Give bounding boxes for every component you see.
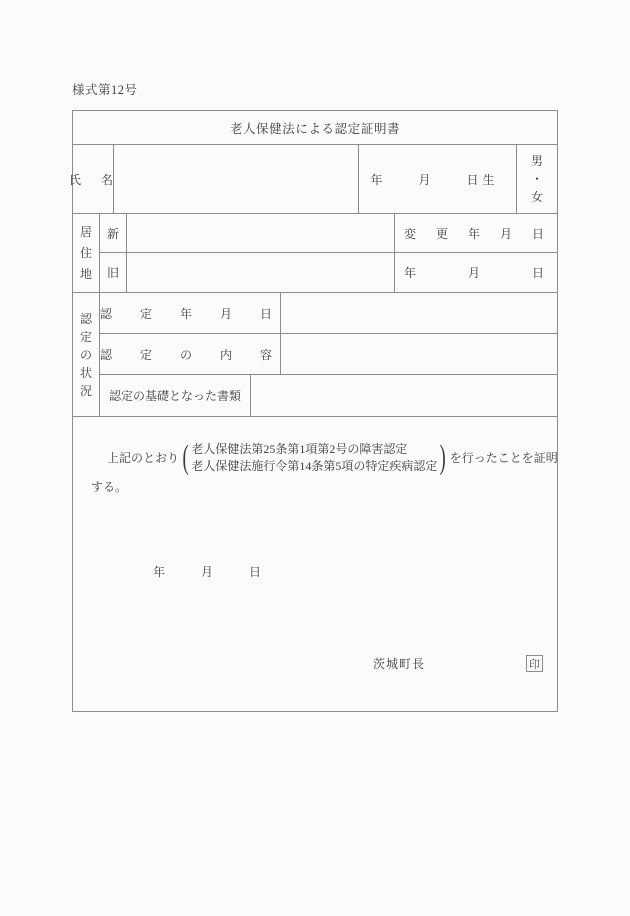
residence-old-date-label: 年 月 日 <box>403 266 548 280</box>
residence-old-tag-cell <box>100 253 127 292</box>
statement-area <box>73 417 557 711</box>
status-date-label-cell <box>100 293 281 333</box>
status-documents-value-field[interactable] <box>251 375 557 416</box>
statement-options <box>191 441 437 475</box>
residence-new-row <box>100 214 557 253</box>
residence-new-tag-cell <box>100 214 127 252</box>
residence-label-char-2: 住 <box>79 246 92 260</box>
status-label-char-5: 況 <box>79 383 92 398</box>
status-label-char-1: 認 <box>79 311 92 326</box>
signer-row <box>373 655 543 672</box>
certification-statement <box>91 439 558 497</box>
name-label-cell <box>69 145 118 213</box>
residence-label-cell <box>73 214 100 292</box>
status-label-char-4: 状 <box>79 365 92 380</box>
title-row <box>73 111 557 145</box>
statement-line-1 <box>91 439 558 476</box>
residence-old-value-field[interactable] <box>127 253 395 292</box>
residence-old-tag: 旧 <box>106 266 119 280</box>
residence-change-date-cell[interactable] <box>395 214 557 252</box>
residence-new-tag: 新 <box>106 226 119 241</box>
gender-cell[interactable] <box>517 145 557 213</box>
status-date-label: 認 定 年 月 日 <box>100 306 281 321</box>
status-content-label: 認 定 の 内 容 <box>100 347 281 362</box>
name-value-field[interactable] <box>114 145 359 213</box>
seal-stamp-icon[interactable]: 印 <box>526 655 543 672</box>
signer-title: 茨城町長 <box>373 657 426 671</box>
certification-status-rows <box>100 293 557 416</box>
certification-status-row <box>73 293 557 417</box>
status-documents-label-cell <box>100 375 251 416</box>
status-label-char-2: 定 <box>79 329 92 344</box>
form-number: 様式第12号 <box>72 83 138 97</box>
birth-date-label: 年 月 日生 <box>370 172 499 187</box>
name-row <box>69 145 557 214</box>
status-content-label-cell <box>100 334 281 374</box>
status-row-content <box>100 334 557 375</box>
document-title: 老人保健法による認定証明書 <box>229 121 401 136</box>
gender-separator: ・ <box>530 172 543 186</box>
gender-female-option[interactable]: 女 <box>530 190 543 204</box>
statement-option-1[interactable]: 老人保健法第25条第1項第2号の障害認定 <box>191 442 408 456</box>
status-date-value-field[interactable] <box>281 293 557 333</box>
status-content-value-field[interactable] <box>281 334 557 374</box>
residence-row <box>73 214 557 293</box>
statement-option-2[interactable]: 老人保健法施行令第14条第5項の特定疾病認定 <box>191 459 438 473</box>
gender-male-option[interactable]: 男 <box>530 154 543 168</box>
signature-date-line[interactable]: 年 月 日 <box>153 565 262 579</box>
statement-line-2: する。 <box>91 480 128 494</box>
certificate-frame <box>69 110 558 712</box>
birth-date-cell[interactable] <box>359 145 517 213</box>
certification-status-label-cell <box>73 293 100 416</box>
residence-new-value-field[interactable] <box>127 214 395 252</box>
residence-label-char-3: 地 <box>79 267 92 281</box>
status-label-char-3: の <box>79 347 92 362</box>
residence-label-char-1: 居 <box>79 225 92 239</box>
residence-old-date-cell[interactable] <box>395 253 557 292</box>
residence-right <box>100 214 557 292</box>
status-row-documents <box>100 375 557 416</box>
statement-options-brace: ( 老人保健法第25条第1項第2号の障害認定 老人保健法施行令第14条第5項の特定疾病認定 ) <box>182 439 447 476</box>
status-row-date <box>100 293 557 334</box>
statement-trailing: を行ったことを証明 <box>449 451 558 465</box>
residence-change-date-label: 変 更 年 月 日 <box>403 226 548 241</box>
status-documents-label: 認定の基礎となった書類 <box>108 389 241 403</box>
statement-lead: 上記のとおり <box>107 451 180 465</box>
residence-old-row <box>100 253 557 292</box>
name-label: 氏 名 <box>69 172 118 187</box>
